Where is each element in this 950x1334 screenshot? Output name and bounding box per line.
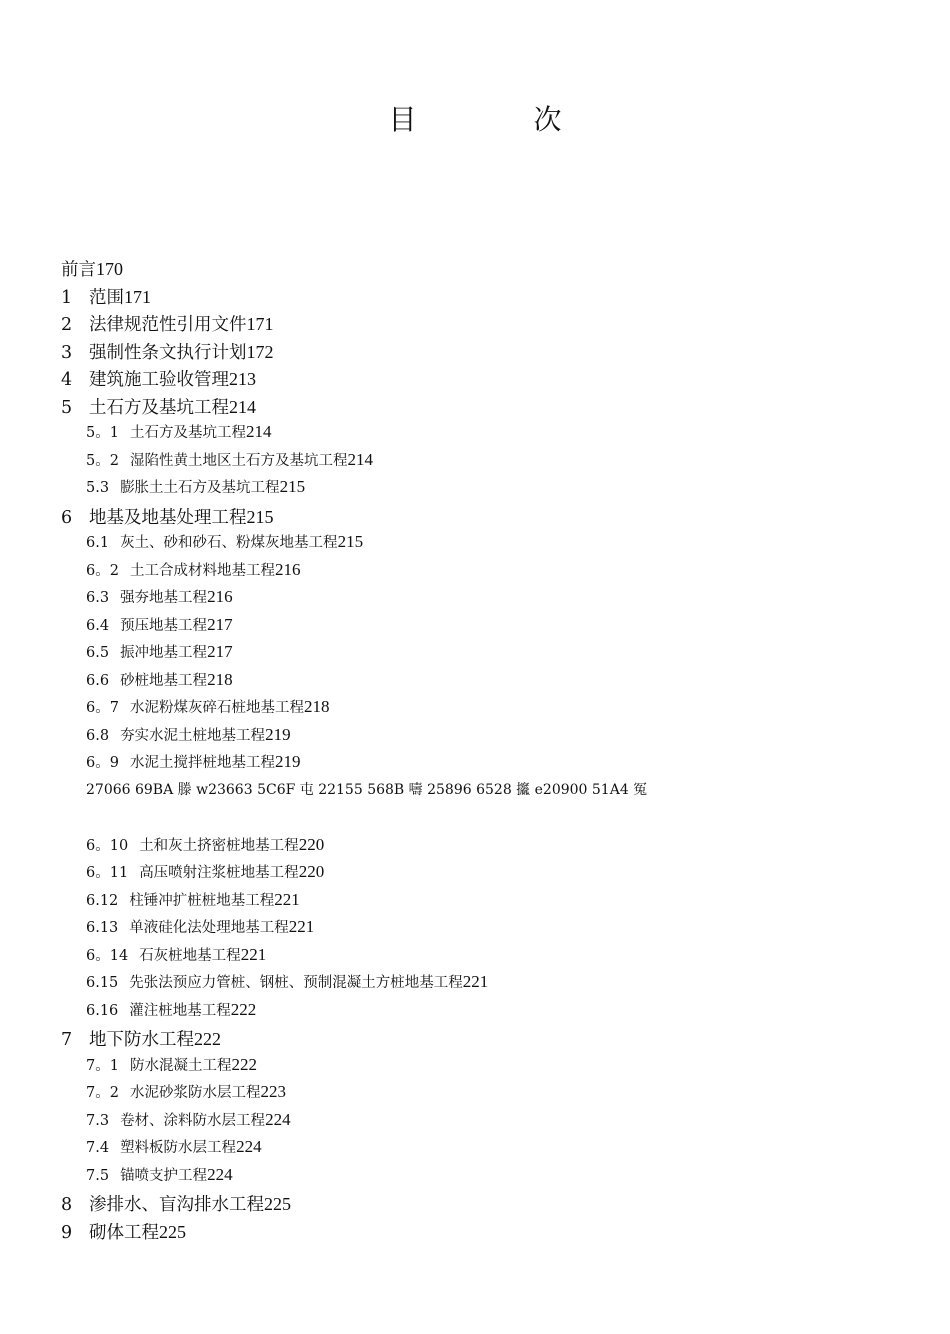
toc-entry-title: 锚喷支护工程	[120, 1167, 208, 1184]
toc-entry-title: 砌体工程	[89, 1222, 159, 1243]
toc-entry[interactable]	[86, 1136, 262, 1157]
toc-entry-number: 6。9	[86, 755, 119, 771]
toc-entry-number: 5	[61, 397, 73, 418]
toc-entry-title: 高压喷射注浆桩地基工程	[139, 865, 299, 881]
toc-entry-page: 221	[240, 944, 267, 964]
toc-entry-title: 强夯地基工程	[120, 590, 208, 606]
toc-entry-number: 6	[61, 507, 73, 528]
toc-entry-page: 223	[260, 1082, 286, 1101]
toc-entry-page: 171	[124, 286, 151, 307]
toc-entry-page: 221	[288, 917, 315, 936]
toc-entry-title: 膨胀土土石方及基坑工程	[120, 480, 280, 496]
toc-entry[interactable]	[86, 1081, 286, 1102]
toc-entry-number: 6.13	[86, 920, 119, 936]
toc-entry-title: 27066 69BA 滕 w23663 5C6F 屯 22155 568B 嚋 25896 6528 攨 e20900 51A4 冤	[86, 781, 648, 798]
toc-entry-title: 水泥砂浆防水层工程	[129, 1085, 261, 1101]
toc-entry-title: 防水混凝土工程	[129, 1057, 232, 1074]
toc-entry-number: 7.3	[86, 1112, 110, 1129]
toc-entry-number: 4	[61, 370, 73, 390]
toc-entry-title: 灌注桩地基工程	[129, 1002, 231, 1019]
toc-entry-title: 地基及地基处理工程	[89, 507, 247, 528]
toc-entry-title: 单液硅化法处理地基工程	[129, 920, 289, 936]
toc-entry-title: 卷材、涂料防水层工程	[120, 1112, 266, 1129]
toc-entry-page: 213	[229, 369, 256, 389]
toc-entry-page: 225	[159, 1221, 186, 1242]
toc-entry-number: 6.16	[86, 1002, 119, 1019]
toc-entry-title: 预压地基工程	[120, 617, 208, 634]
toc-entry-page: 214	[229, 396, 256, 417]
toc-entry[interactable]	[86, 971, 488, 992]
toc-entry-number: 6.15	[86, 975, 119, 991]
toc-entry-page: 215	[279, 477, 306, 496]
toc-entry-page: 218	[207, 669, 233, 689]
toc-entry[interactable]	[86, 1109, 291, 1130]
toc-entry-page: 224	[207, 1164, 233, 1184]
toc-entry-page: 217	[207, 642, 233, 661]
toc-entry[interactable]	[86, 449, 373, 470]
toc-entry-number: 7。1	[86, 1057, 119, 1074]
toc-entry[interactable]	[86, 421, 271, 442]
toc-entry-page: 221	[274, 889, 300, 909]
toc-entry-page: 219	[265, 724, 291, 744]
toc-entry-page: 216	[207, 587, 233, 606]
toc-entry-title: 振冲地基工程	[120, 645, 208, 661]
toc-entry[interactable]	[86, 751, 300, 772]
toc-entry-title: 水泥粉煤灰碎石桩地基工程	[129, 700, 304, 716]
toc-entry-page: 172	[246, 341, 274, 362]
toc-entry-number: 3	[61, 342, 73, 363]
toc-entry-page: 221	[462, 972, 489, 991]
toc-entry-page: 171	[246, 314, 274, 334]
toc-entry-page: 220	[298, 862, 325, 881]
toc-entry-number: 7	[61, 1030, 73, 1050]
toc-entry[interactable]	[86, 531, 363, 552]
toc-entry-number: 7.5	[86, 1167, 110, 1184]
toc-entry-page: 216	[274, 559, 301, 579]
toc-entry-number: 5。2	[86, 452, 119, 469]
toc-entry-page: 220	[298, 834, 325, 854]
toc-entry[interactable]	[86, 586, 233, 607]
toc-entry-number: 6。10	[86, 837, 129, 854]
toc-entry-page: 215	[246, 506, 274, 527]
toc-entry-title: 柱锤冲扩桩桩地基工程	[129, 892, 275, 909]
toc-entry[interactable]	[61, 256, 123, 281]
toc-entry[interactable]	[61, 504, 274, 529]
toc-entry-number: 6.1	[86, 535, 110, 551]
toc-entry-number: 6。7	[86, 700, 119, 716]
toc-entry[interactable]	[86, 1164, 233, 1185]
toc-entry-number: 6.4	[86, 617, 110, 634]
toc-entry-title: 范围	[89, 287, 124, 308]
toc-entry[interactable]	[86, 559, 300, 580]
toc-entry[interactable]	[86, 889, 300, 910]
toc-entry-number: 7.4	[86, 1140, 110, 1156]
toc-entry[interactable]	[61, 284, 151, 309]
toc-entry-page: 219	[274, 752, 301, 771]
toc-entry-page: 224	[265, 1109, 291, 1129]
toc-entry[interactable]	[86, 944, 266, 965]
toc-entry-title: 渗排水、盲沟排水工程	[89, 1195, 264, 1215]
toc-entry-title: 土石方及基坑工程	[89, 397, 229, 418]
toc-entry[interactable]	[61, 1191, 291, 1216]
toc-entry-title: 建筑施工验收管理	[89, 370, 229, 390]
toc-entry[interactable]	[61, 311, 274, 336]
toc-entry-number: 8	[61, 1195, 73, 1215]
toc-entry-number: 6。11	[86, 865, 129, 881]
toc-entry-number: 1	[61, 287, 73, 308]
toc-entry-title: 地下防水工程	[89, 1030, 194, 1050]
toc-entry-title: 水泥土搅拌桩地基工程	[129, 755, 275, 771]
toc-entry-page: 170	[96, 259, 123, 279]
toc-entry-number: 6。2	[86, 562, 119, 579]
toc-entry[interactable]	[86, 999, 256, 1020]
toc-entry-page: 225	[264, 1194, 291, 1214]
toc-entry[interactable]	[61, 366, 256, 391]
toc-entry-number: 6。14	[86, 947, 129, 964]
toc-entry-page: 222	[230, 999, 257, 1019]
toc-entry-page: 224	[236, 1137, 262, 1156]
toc-entry-title: 土工合成材料地基工程	[129, 562, 275, 579]
toc-entry[interactable]	[61, 1026, 221, 1051]
toc-entry[interactable]	[86, 861, 324, 882]
toc-entry-number: 6.12	[86, 892, 119, 909]
toc-entry[interactable]	[86, 614, 233, 635]
toc-entry[interactable]	[61, 339, 274, 364]
toc-entry[interactable]	[86, 724, 291, 745]
toc-entry-title: 先张法预应力管桩、钢桩、预制混凝土方桩地基工程	[129, 975, 463, 991]
toc-entry-title: 土和灰土挤密桩地基工程	[139, 837, 299, 854]
toc-entry[interactable]	[86, 476, 305, 497]
toc-entry[interactable]	[61, 394, 256, 419]
toc-entry[interactable]	[86, 641, 233, 662]
toc-entry-page: 222	[231, 1054, 257, 1074]
toc-entry-number: 2	[61, 315, 73, 335]
toc-entry[interactable]	[61, 1219, 186, 1244]
toc-entry[interactable]	[86, 834, 324, 855]
toc-entry-title: 土石方及基坑工程	[129, 425, 246, 441]
toc-entry[interactable]	[86, 696, 329, 717]
toc-entry-number: 5。1	[86, 425, 119, 441]
toc-entry-number: 6.6	[86, 672, 110, 689]
toc-entry-page: 218	[303, 697, 330, 716]
toc-entry-title: 强制性条文执行计划	[89, 342, 247, 363]
toc-entry-title: 前言	[61, 260, 96, 280]
toc-entry-title: 灰土、砂和砂石、粉煤灰地基工程	[120, 535, 338, 551]
toc-entry-title: 砂桩地基工程	[120, 672, 208, 689]
toc-entry-page: 214	[347, 449, 373, 469]
toc-entry-number: 9	[61, 1222, 73, 1243]
toc-entry-number: 6.5	[86, 645, 110, 661]
toc-entry-page: 214	[245, 422, 272, 441]
toc-entry[interactable]	[86, 1054, 257, 1075]
toc-entry-number: 5.3	[86, 480, 110, 496]
toc-entry-title: 法律规范性引用文件	[89, 315, 247, 335]
page-title: 目 次	[388, 103, 616, 136]
toc-entry-page: 215	[337, 532, 364, 551]
toc-entry-number: 7。2	[86, 1085, 119, 1101]
toc-entry-page: 222	[194, 1029, 221, 1049]
toc-entry[interactable]	[86, 669, 233, 690]
toc-entry-title: 湿陷性黄土地区土石方及基坑工程	[129, 452, 348, 469]
toc-entry[interactable]	[86, 779, 647, 799]
toc-entry-title: 石灰桩地基工程	[139, 947, 241, 964]
toc-entry[interactable]	[86, 916, 314, 937]
toc-entry-number: 6.3	[86, 590, 110, 606]
toc-entry-title: 塑料板防水层工程	[120, 1140, 237, 1156]
toc-entry-page: 217	[207, 614, 233, 634]
toc-entry-title: 夯实水泥土桩地基工程	[120, 727, 266, 744]
toc-entry-number: 6.8	[86, 727, 110, 744]
